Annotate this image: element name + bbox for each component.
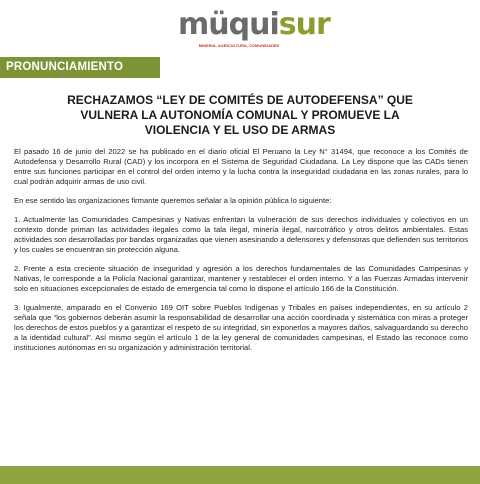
- document-body: [14, 147, 468, 362]
- logo-wordmark: [178, 8, 330, 42]
- logo-word-muqui: müqui: [178, 7, 279, 42]
- banner-label: PRONUNCIAMIENTO: [6, 61, 124, 73]
- paragraph-statement-lead: En ese sentido las organizaciones firmante queremos señalar a la opinión pública lo siguiente:: [14, 196, 332, 205]
- paragraph-point-2: 2. Frente a esta creciente situación de inseguridad y agresión a los derechos fundamentales de las Comunidades Campesinas y Nativas, le corresponde a la Policía Nacional garantizar, mantener y restablecer el orden interno. Y a las Fuerzas Armadas intervenir solo en situaciones excepcionales de estado de emergencia tal como lo dispone el artículo 166 de la Constitución.: [14, 264, 468, 293]
- muqui-sur-logo: [178, 7, 330, 52]
- paragraph-point-3: 3. Igualmente, amparado en el Convenio 169 OIT sobre Pueblos Indígenas y Tribales en países independientes, en su artículo 2 señala que “los gobiernos deberán asumir la responsabilidad de desarrollar una acción coordinada y sistemática con miras a proteger los derechos de estos pueblos y a garantizar el respeto de su integridad, sin exponerlos a mayores daños, salvaguardando su derecho a la identidad cultural”. Así mismo según el artículo 1 de la ley general de comunidades campesinas, el Estado las reconoce como instituciones autónomas en su organización y administración territorial.: [14, 303, 468, 352]
- document-title: [40, 93, 440, 138]
- title-line-1: RECHAZAMOS “LEY DE COMITÉS DE AUTODEFENSA” QUE: [67, 93, 413, 107]
- footer-bar: [0, 466, 480, 484]
- paragraph-point-1: 1. Actualmente las Comunidades Campesinas y Nativas enfrentan la vulneración de sus derechos individuales y colectivos en un contexto donde priman las actividades ilegales como la tala ilegal, minería ilegal, narcotráfico y otros delitos ambientales. Estas actividades son desarrolladas por bandas organizadas que vienen asesinando a defensores y defensoras que defienden sus territorios y los cuales se encuentran sin protección alguna.: [14, 215, 468, 254]
- logo-word-sur: sur: [278, 7, 330, 42]
- logo-tagline: MINERIA, AGRICULTURA, COMUNIDADES: [198, 43, 280, 48]
- pronunciamiento-banner: [0, 57, 160, 78]
- title-line-2: VULNERA LA AUTONOMÍA COMUNAL Y PROMUEVE LA: [80, 108, 400, 122]
- title-line-3: VIOLENCIA Y EL USO DE ARMAS: [144, 123, 336, 137]
- paragraph-intro: El pasado 16 de junio del 2022 se ha publicado en el diario oficial El Peruano la Ley N° 31494, que reconoce a los Comités de Autodefensa y Desarrollo Rural (CAD) y los incorpora en el Sistema de Seguridad Ciudadana. La Ley dispone que las CADs tienen entre sus funciones participar en el control del orden interno y la lucha contra la inseguridad ciudadana en las zonas rurales, para lo cual podrán adquirir armas de uso civil.: [14, 147, 468, 186]
